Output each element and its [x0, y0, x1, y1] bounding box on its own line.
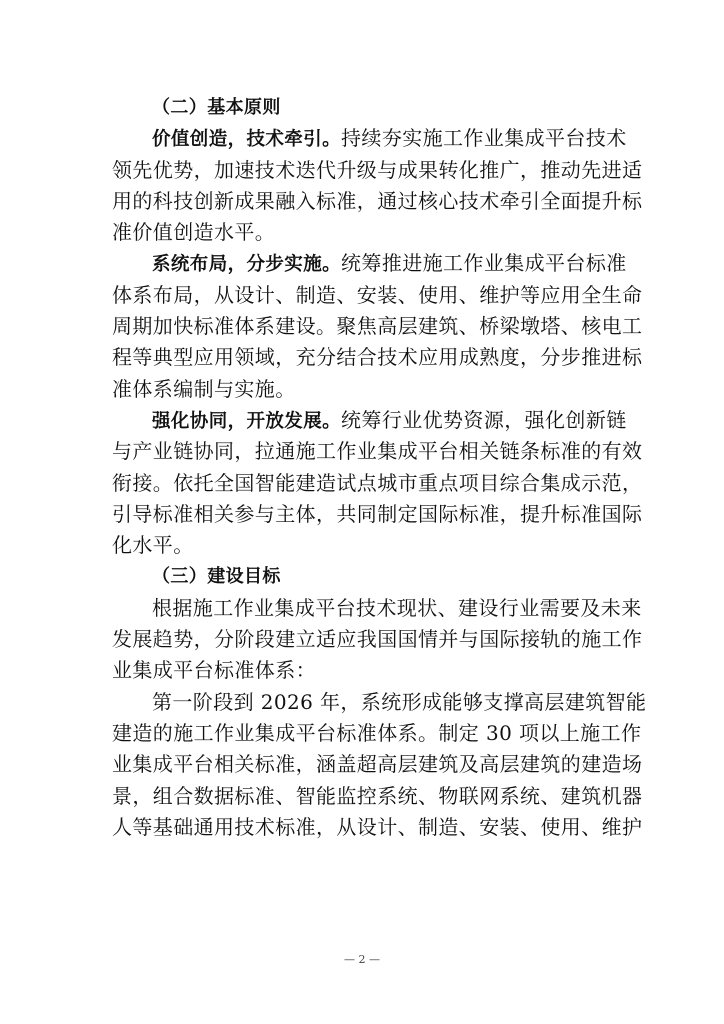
document-body: [112, 92, 647, 843]
paragraph-lead: 价值创造，技术牵引。: [152, 129, 342, 151]
paragraph-line: 根据施工作业集成平台技术现状、建设行业需要及未来: [152, 595, 642, 620]
paragraph-line: 业集成平台标准体系：: [112, 658, 316, 683]
paragraph-line: 发展趋势，分阶段建立适应我国国情并与国际接轨的施工作: [112, 627, 643, 652]
paragraph-line: 衔接。依托全国智能建造试点城市重点项目综合集成示范，: [112, 470, 643, 495]
paragraph-line: 用的科技创新成果融入标准，通过核心技术牵引全面提升标: [112, 188, 643, 213]
paragraph-line: 周期加快标准体系建设。聚焦高层建筑、桥梁墩塔、核电工: [112, 314, 643, 339]
paragraph-text: 统筹行业优势资源，强化创新链: [341, 407, 627, 432]
paragraph-line: 化水平。: [112, 533, 194, 558]
paragraph-line: [112, 248, 642, 279]
paragraph-line: 与产业链协同，拉通施工作业集成平台相关链条标准的有效: [112, 439, 643, 464]
page-number: — 2 —: [344, 953, 380, 966]
paragraph-line: 建造的施工作业集成平台标准体系。制定 30 项以上施工作: [112, 720, 642, 745]
section-heading-basic-principles: （二）基本原则: [152, 97, 281, 118]
paragraph-line: 引导标准相关参与主体，共同制定国际标准，提升标准国际: [112, 501, 643, 526]
paragraph-lead: 强化协同，开放发展。: [152, 410, 342, 432]
paragraph-line: 准体系编制与实施。: [112, 376, 296, 401]
section-heading-construction-goals: （三）建设目标: [152, 566, 281, 588]
paragraph-text: 持续夯实施工作业集成平台技术: [341, 126, 627, 151]
paragraph-line: 程等典型应用领域，充分结合技术应用成熟度，分步推进标: [112, 345, 643, 370]
paragraph-line: 景，组合数据标准、智能监控系统、物联网系统、建筑机器: [112, 783, 643, 808]
paragraph-line: 第一阶段到 2026 年，系统形成能够支撑高层建筑智能: [152, 689, 647, 714]
paragraph-line: 准价值创造水平。: [112, 220, 276, 245]
paragraph-text: 统筹推进施工作业集成平台标准: [341, 251, 627, 276]
paragraph-line: [112, 123, 642, 154]
paragraph-line: 业集成平台相关标准，涵盖超高层建筑及高层建筑的建造场: [112, 752, 643, 777]
paragraph-line: 领先优势，加速技术迭代升级与成果转化推广，推动先进适: [112, 157, 643, 182]
paragraph-lead: 系统布局，分步实施。: [152, 254, 342, 276]
paragraph-line: [112, 405, 642, 436]
paragraph-line: 人等基础通用技术标准，从设计、制造、安装、使用、维护: [112, 814, 643, 839]
paragraph-line: 体系布局，从设计、制造、安装、使用、维护等应用全生命: [112, 282, 643, 307]
